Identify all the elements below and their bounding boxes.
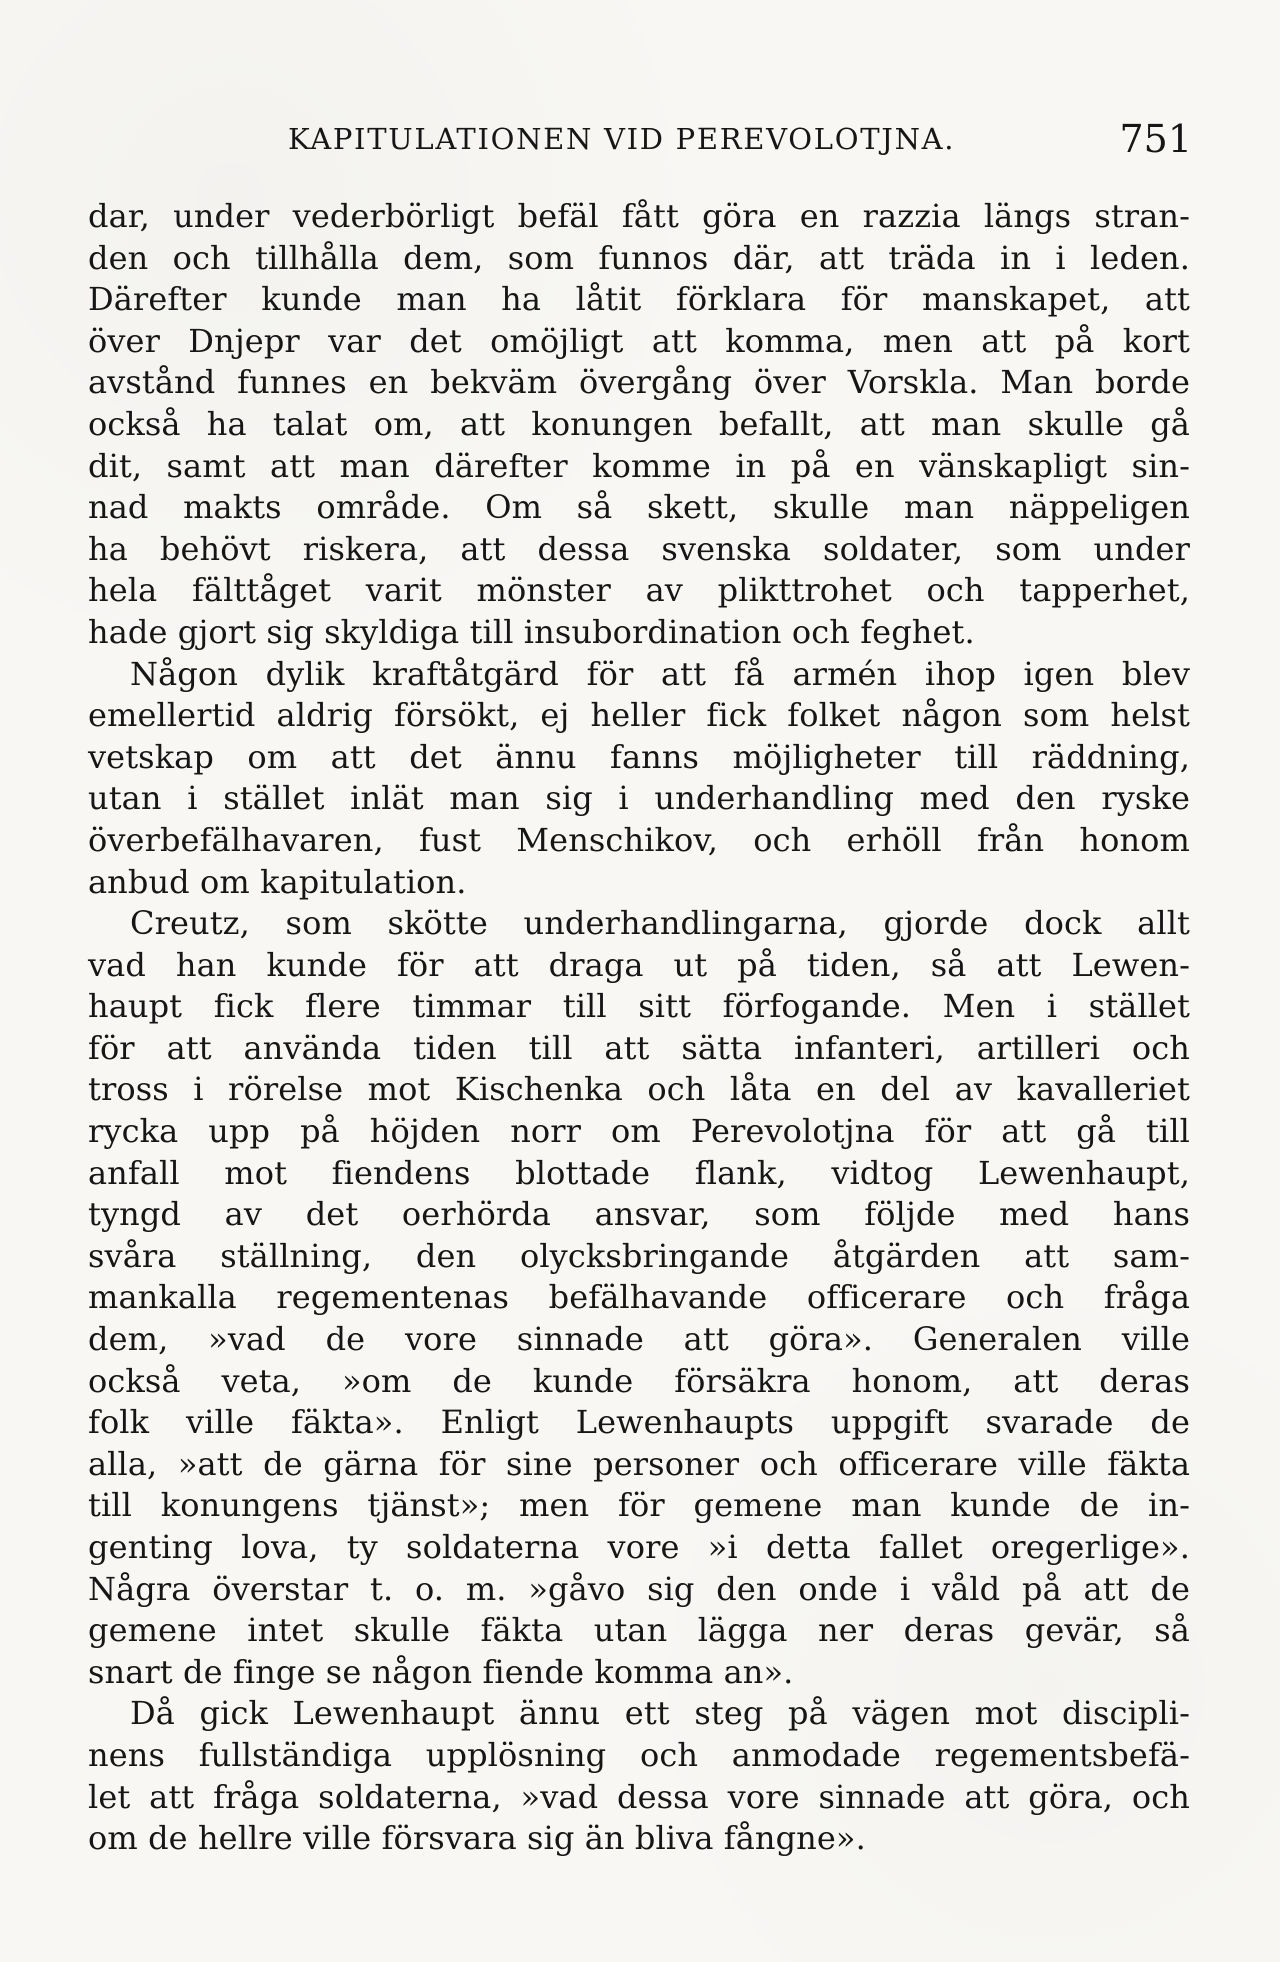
running-title: KAPITULATIONEN VID PEREVOLOTJNA. <box>288 122 956 156</box>
page-number: 751 <box>1119 117 1192 161</box>
text-line-27: mankalla regementenas befälhavande officerare och fråga <box>88 1278 1190 1317</box>
text-line-3: Därefter kunde man ha låtit förklara för manskapet, att <box>88 280 1190 319</box>
text-line-32: till konungens tjänst»; men för gemene man kunde de in- <box>88 1486 1190 1525</box>
text-line-6: också ha talat om, att konungen befallt, att man skulle gå <box>88 404 1190 443</box>
text-line-30: folk ville fäkta». Enligt Lewenhaupts uppgift svarade de <box>88 1403 1190 1442</box>
text-line-35: gemene intet skulle fäkta utan lägga ner deras gevär, så <box>88 1611 1190 1650</box>
text-line-21: för att använda tiden till att sätta infanteri, artilleri och <box>88 1028 1190 1067</box>
text-line-7: dit, samt att man därefter komme in på en vänskapligt sin- <box>88 446 1190 485</box>
text-line-31: alla, »att de gärna för sine personer och officerare ville fäkta <box>88 1444 1190 1483</box>
text-line-8: nad makts område. Om så skett, skulle man näppeligen <box>88 488 1190 527</box>
body-text <box>88 196 1190 1860</box>
text-line-29: också veta, »om de kunde försäkra honom, att deras <box>88 1361 1190 1400</box>
text-line-23: rycka upp på höjden norr om Perevolotjna för att gå till <box>88 1112 1190 1151</box>
text-line-11: hade gjort sig skyldiga till insubordination och feghet. <box>88 612 975 651</box>
text-line-13: emellertid aldrig försökt, ej heller fick folket någon som helst <box>88 696 1190 735</box>
text-line-5: avstånd funnes en bekväm övergång över Vorskla. Man borde <box>88 363 1190 402</box>
text-line-18: Creutz, som skötte underhandlingarna, gjorde dock allt <box>130 904 1190 943</box>
text-line-40: om de hellre ville försvara sig än bliva fångne». <box>88 1819 866 1858</box>
text-line-15: utan i stället inlät man sig i underhandling med den ryske <box>88 779 1190 818</box>
text-line-34: Några överstar t. o. m. »gåvo sig den onde i våld på att de <box>88 1569 1190 1608</box>
text-line-36: snart de finge se någon fiende komma an». <box>88 1652 794 1691</box>
text-line-39: let att fråga soldaterna, »vad dessa vore sinnade att göra, och <box>88 1777 1190 1816</box>
text-line-10: hela fälttåget varit mönster av plikttrohet och tapperhet, <box>88 571 1190 610</box>
text-line-26: svåra ställning, den olycksbringande åtgärden att sam- <box>88 1236 1190 1275</box>
text-line-17: anbud om kapitulation. <box>88 862 467 901</box>
text-line-25: tyngd av det oerhörda ansvar, som följde med hans <box>88 1195 1190 1234</box>
text-line-37: Då gick Lewenhaupt ännu ett steg på vägen mot discipli- <box>130 1694 1190 1733</box>
text-line-28: dem, »vad de vore sinnade att göra». Generalen ville <box>88 1320 1190 1359</box>
text-line-33: genting lova, ty soldaterna vore »i detta fallet oregerlige». <box>88 1528 1190 1566</box>
text-line-2: den och tillhålla dem, som funnos där, att träda in i leden. <box>88 238 1190 277</box>
text-line-19: vad han kunde för att draga ut på tiden, så att Lewen- <box>88 945 1190 984</box>
text-line-24: anfall mot fiendens blottade flank, vidtog Lewenhaupt, <box>88 1153 1190 1192</box>
text-line-16: överbefälhavaren, fust Menschikov, och erhöll från honom <box>88 820 1190 859</box>
text-line-4: över Dnjepr var det omöjligt att komma, men att på kort <box>88 321 1190 360</box>
text-line-14: vetskap om att det ännu fanns möjligheter till räddning, <box>88 737 1190 776</box>
text-line-22: tross i rörelse mot Kischenka och låta en del av kavalleriet <box>88 1070 1190 1109</box>
text-line-12: Någon dylik kraftåtgärd för att få armén ihop igen blev <box>130 654 1190 693</box>
text-line-9: ha behövt riskera, att dessa svenska soldater, som under <box>88 529 1190 568</box>
text-line-20: haupt fick flere timmar till sitt förfogande. Men i stället <box>88 987 1190 1026</box>
text-line-1: dar, under vederbörligt befäl fått göra en razzia längs stran- <box>88 197 1190 235</box>
running-head <box>0 112 1280 166</box>
text-line-38: nens fullständiga upplösning och anmodade regementsbefä- <box>88 1735 1190 1774</box>
